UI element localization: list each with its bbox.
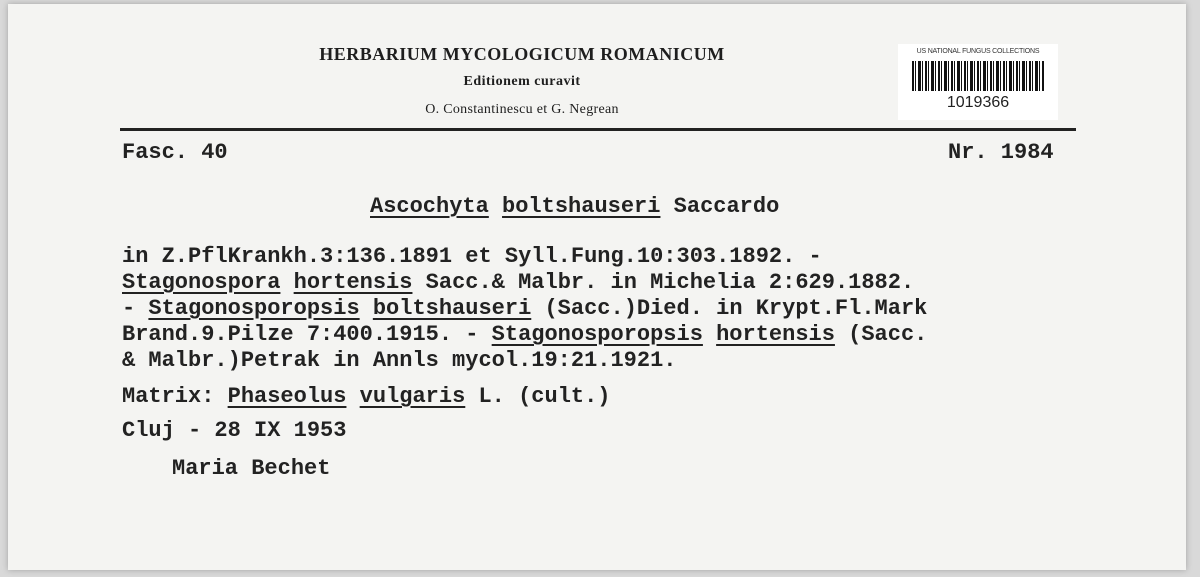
barcode-number: 1019366 xyxy=(946,94,1010,111)
herbarium-label xyxy=(8,4,1186,570)
locality-date: Cluj - 28 IX 1953 xyxy=(122,418,347,443)
citation-line-1: in Z.PflKrankh.3:136.1891 et Syll.Fung.10:303.1892. - xyxy=(122,244,822,269)
herbarium-editors: O. Constantinescu et G. Negrean xyxy=(425,102,619,117)
matrix-label: Matrix: xyxy=(122,384,228,409)
synonym-genus: Stagonosporopsis xyxy=(148,296,360,321)
synonym-reference: (Sacc.)Died. in Krypt.Fl.Mark xyxy=(531,296,928,321)
species-author: Saccardo xyxy=(673,194,780,219)
host-author: L. (cult.) xyxy=(465,384,611,409)
synonym-genus: Stagonosporopsis xyxy=(491,322,703,347)
citation-text: Brand.9.Pilze 7:400.1915. - xyxy=(122,322,492,347)
barcode-caption: US NATIONAL FUNGUS COLLECTIONS xyxy=(916,48,1040,55)
citation-line-4 xyxy=(122,322,927,347)
species-genus: Ascochyta xyxy=(370,194,489,219)
citation-line-3 xyxy=(122,296,927,321)
species-name xyxy=(370,194,779,219)
matrix-line xyxy=(122,384,611,409)
barcode-label xyxy=(898,44,1058,120)
synonym-epithet: boltshauseri xyxy=(372,296,532,321)
herbarium-title: HERBARIUM MYCOLOGICUM ROMANICUM xyxy=(319,44,725,64)
host-epithet: vulgaris xyxy=(359,384,466,409)
collector-name: Maria Bechet xyxy=(172,456,331,481)
species-epithet: boltshauseri xyxy=(502,194,661,219)
citation-line-2 xyxy=(122,270,914,295)
citation-line-5: & Malbr.)Petrak in Annls mycol.19:21.1921. xyxy=(122,348,677,373)
synonym-genus: Stagonospora xyxy=(122,270,281,295)
synonym-epithet: hortensis xyxy=(293,270,413,295)
host-genus: Phaseolus xyxy=(227,384,347,409)
barcode-icon xyxy=(912,61,1044,91)
synonym-epithet: hortensis xyxy=(716,322,835,347)
specimen-number: Nr. 1984 xyxy=(948,140,1054,165)
fascicle-number: Fasc. 40 xyxy=(122,140,228,165)
synonym-reference: Sacc.& Malbr. in Michelia 2:629.1882. xyxy=(412,270,915,295)
synonym-reference: (Sacc. xyxy=(834,322,928,347)
herbarium-subtitle: Editionem curavit xyxy=(463,74,581,89)
header-divider xyxy=(120,128,1076,131)
citation-dash: - xyxy=(122,296,149,321)
